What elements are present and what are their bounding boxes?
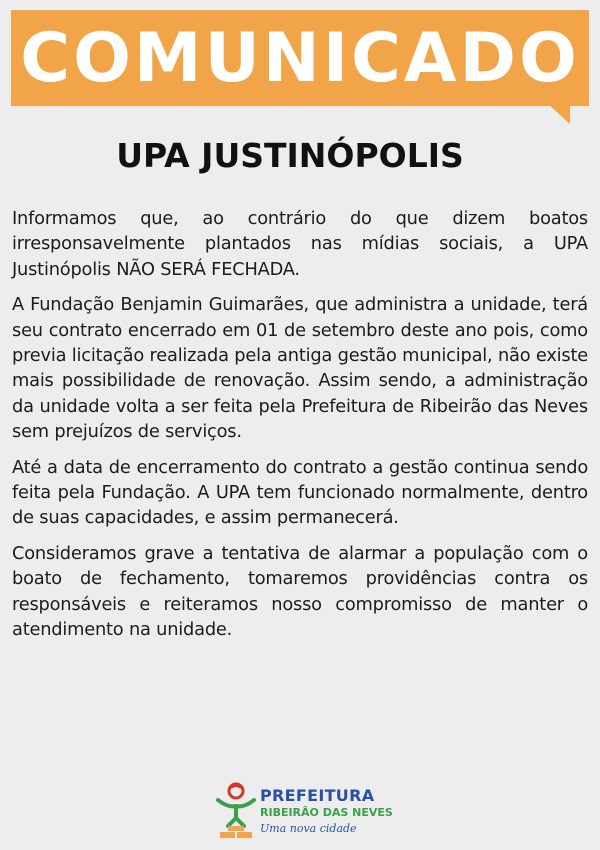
comunicado-banner [11, 10, 589, 106]
prefeitura-logo [214, 782, 393, 842]
banner-title: COMUNICADO [20, 19, 580, 98]
prefeitura-person-icon [214, 782, 258, 840]
page-subtitle: UPA JUSTINÓPOLIS [116, 136, 464, 175]
paragraph-2: A Fundação Benjamin Guimarães, que administra a unidade, terá seu contrato encerrado em 01 de setembro deste ano pois, como previa licitação realizada pela antiga gestão municipal, não existe mais possibilidade de renovação. Assim sendo, a administração da unidade volta a ser feita pela Prefeitura de Ribeirão das Neves sem prejuízos de serviços. [12, 294, 588, 443]
paragraph-3: Até a data de encerramento do contrato a gestão continua sendo feita pela Fundação. A UPA tem funcionado normalmente, dentro de suas capacidades, e assim permanecerá. [12, 456, 588, 529]
logo-slogan: Uma nova cidade [260, 822, 357, 835]
paragraph-1: Informamos que, ao contrário do que dizem boatos irresponsavelmente plantados nas mídias sociais, a UPA Justinópolis NÃO SERÁ FECHADA. [12, 208, 588, 280]
banner-speech-tail [548, 104, 570, 124]
notice-body [12, 206, 588, 653]
logo-name: PREFEITURA [260, 786, 375, 805]
paragraph-4: Consideramos grave a tentativa de alarmar a população com o boato de fechamento, tomaremos providências contra os responsáveis e reiteramos nosso compromisso de manter o atendimento na unidade. [12, 542, 588, 641]
logo-city: RIBEIRÃO DAS NEVES [260, 806, 393, 819]
